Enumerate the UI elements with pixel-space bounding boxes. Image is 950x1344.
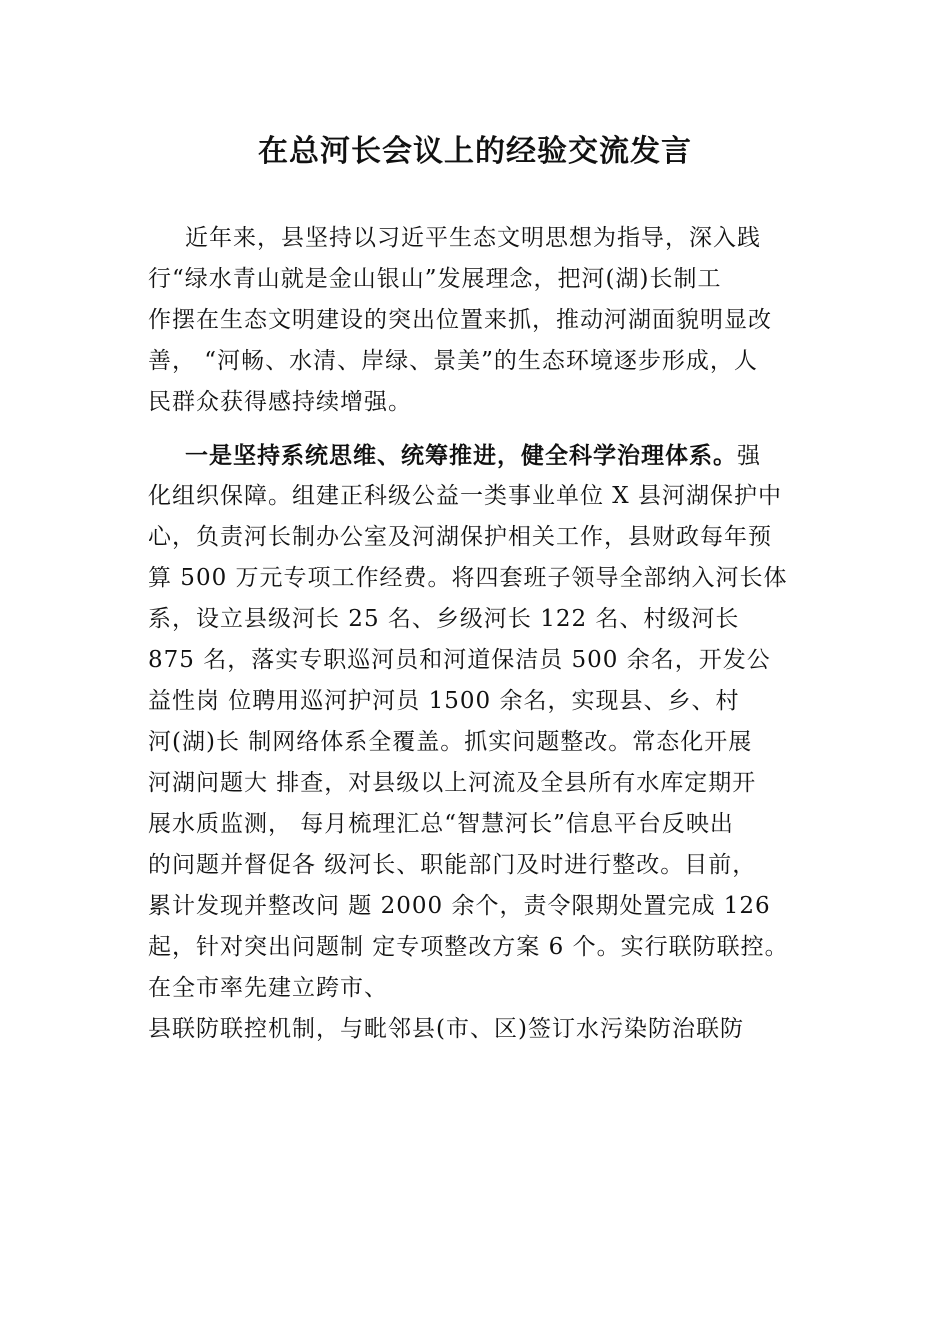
text-line: 行“绿水青山就是金山银山”发展理念，把河(湖)长制工 — [148, 266, 722, 292]
text-line: 在全市率先建立跨市、 — [148, 975, 388, 1001]
paragraph-point-one — [148, 435, 818, 1050]
lead-continuation: 强 — [737, 443, 761, 469]
text-line: 县联防联控机制，与毗邻县(市、区)签订水污染防治联防 — [148, 1016, 744, 1042]
text-line: 的问题并督促各 级河长、职能部门及时进行整改。目前， — [148, 852, 757, 878]
text-line: 展水质监测， 每月梳理汇总“智慧河长”信息平台反映出 — [148, 811, 734, 837]
document-title: 在总河长会议上的经验交流发言 — [258, 134, 692, 169]
text-line: 算 500 万元专项工作经费。将四套班子领导全部纳入河长体 — [148, 565, 788, 591]
text-line: 民群众获得感持续增强。 — [148, 389, 412, 415]
text-line: 875 名，落实专职巡河员和河道保洁员 500 余名，开发公 — [148, 647, 771, 673]
text-line: 善， “河畅、水清、岸绿、景美”的生态环境逐步形成，人 — [148, 348, 758, 374]
text-line: 近年来，县坚持以习近平生态文明思想为指导，深入践 — [185, 225, 761, 251]
text-line-lead — [148, 435, 818, 476]
text-line: 作摆在生态文明建设的突出位置来抓，推动河湖面貌明显改 — [148, 307, 772, 333]
text-line: 系，设立县级河长 25 名、乡级河长 122 名、村级河长 — [148, 606, 740, 632]
text-line: 河湖问题大 排查，对县级以上河流及全县所有水库定期开 — [148, 770, 757, 796]
text-line: 河(湖)长 制网络体系全覆盖。抓实问题整改。常态化开展 — [148, 729, 753, 755]
section-heading: 一是坚持系统思维、统筹推进，健全科学治理体系。 — [185, 442, 737, 469]
text-line: 心，负责河长制办公室及河湖保护相关工作，县财政每年预 — [148, 524, 772, 550]
paragraph-intro — [148, 218, 818, 423]
text-line: 起，针对突出问题制 定专项整改方案 6 个。实行联防联控。 — [148, 934, 789, 960]
text-line: 益性岗 位聘用巡河护河员 1500 余名，实现县、乡、村 — [148, 688, 740, 714]
text-line: 累计发现并整改问 题 2000 余个，责令限期处置完成 126 — [148, 893, 771, 919]
text-line: 化组织保障。组建正科级公益一类事业单位 X 县河湖保护中 — [148, 483, 782, 509]
